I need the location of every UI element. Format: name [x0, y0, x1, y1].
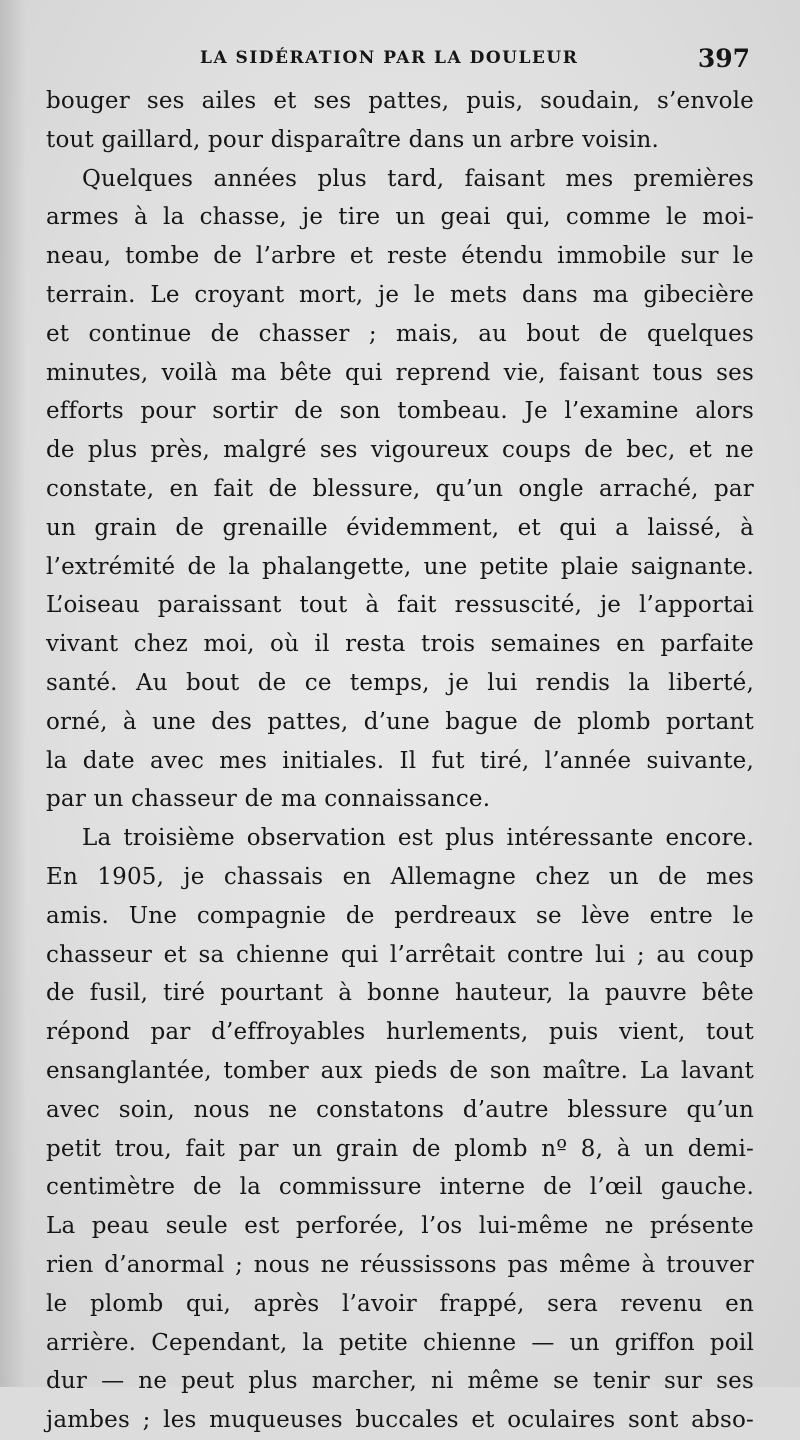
running-head: LA SIDÉRATION PAR LA DOULEUR: [200, 48, 579, 68]
text-line: la date avec mes initiales. Il fut tiré, l’année suivante,: [46, 747, 754, 774]
page-number: 397: [697, 44, 750, 73]
text-line: petit trou, fait par un grain de plomb nº 8, à un demi-: [46, 1135, 754, 1162]
text-line: ensanglantée, tomber aux pieds de son maître. La lavant: [46, 1057, 754, 1084]
text-line: vivant chez moi, où il resta trois semaines en parfaite: [46, 631, 754, 658]
text-line: dur — ne peut plus marcher, ni même se tenir sur ses: [46, 1368, 754, 1395]
text-line: et continue de chasser ; mais, au bout de quelques: [46, 320, 754, 347]
text-line: La troisième observation est plus intéressante encore.: [82, 825, 754, 852]
text-line: orné, à une des pattes, d’une bague de plomb portant: [46, 708, 754, 735]
text-line: répond par d’effroyables hurlements, puis vient, tout: [46, 1019, 754, 1046]
page-header: [200, 44, 750, 72]
text-line: par un chasseur de ma connaissance.: [46, 786, 491, 813]
page-shadow: [0, 0, 26, 1387]
text-line: le plomb qui, après l’avoir frappé, sera revenu en: [46, 1290, 754, 1317]
text-line: chasseur et sa chienne qui l’arrêtait contre lui ; au coup: [46, 941, 754, 968]
text-line: efforts pour sortir de son tombeau. Je l’examine alors: [46, 398, 754, 425]
text-line: En 1905, je chassais en Allemagne chez un de mes: [46, 863, 754, 890]
text-line: amis. Une compagnie de perdreaux se lève entre le: [46, 902, 754, 929]
text-line: armes à la chasse, je tire un geai qui, comme le moi-: [46, 204, 754, 231]
text-line: un grain de grenaille évidemment, et qui a laissé, à: [46, 514, 754, 541]
text-line: jambes ; les muqueuses buccales et oculaires sont abso-: [46, 1407, 754, 1434]
text-line: de plus près, malgré ses vigoureux coups de bec, et ne: [46, 437, 754, 464]
text-line: L’oiseau paraissant tout à fait ressuscité, je l’apportai: [46, 592, 754, 619]
text-line: La peau seule est perforée, l’os lui-même ne présente: [46, 1213, 754, 1240]
text-line: santé. Au bout de ce temps, je lui rendis la liberté,: [46, 669, 754, 696]
text-line: de fusil, tiré pourtant à bonne hauteur, la pauvre bête: [46, 980, 754, 1007]
text-line: centimètre de la commissure interne de l’œil gauche.: [46, 1174, 754, 1201]
body-text: [46, 82, 754, 1440]
text-line: arrière. Cependant, la petite chienne — un griffon poil: [46, 1329, 754, 1356]
text-line: minutes, voilà ma bête qui reprend vie, faisant tous ses: [46, 359, 754, 386]
text-line: Quelques années plus tard, faisant mes premières: [82, 165, 754, 192]
text-line: terrain. Le croyant mort, je le mets dans ma gibecière: [46, 281, 754, 308]
text-line: tout gaillard, pour disparaître dans un arbre voisin.: [46, 126, 659, 153]
text-line: rien d’anormal ; nous ne réussissons pas même à trouver: [46, 1251, 754, 1278]
text-line: constate, en fait de blessure, qu’un ongle arraché, par: [46, 475, 754, 502]
text-line: l’extrémité de la phalangette, une petite plaie saignante.: [46, 553, 754, 580]
text-line: neau, tombe de l’arbre et reste étendu immobile sur le: [46, 243, 754, 270]
text-line: avec soin, nous ne constatons d’autre blessure qu’un: [46, 1096, 754, 1123]
text-line: bouger ses ailes et ses pattes, puis, soudain, s’envole: [46, 88, 754, 114]
